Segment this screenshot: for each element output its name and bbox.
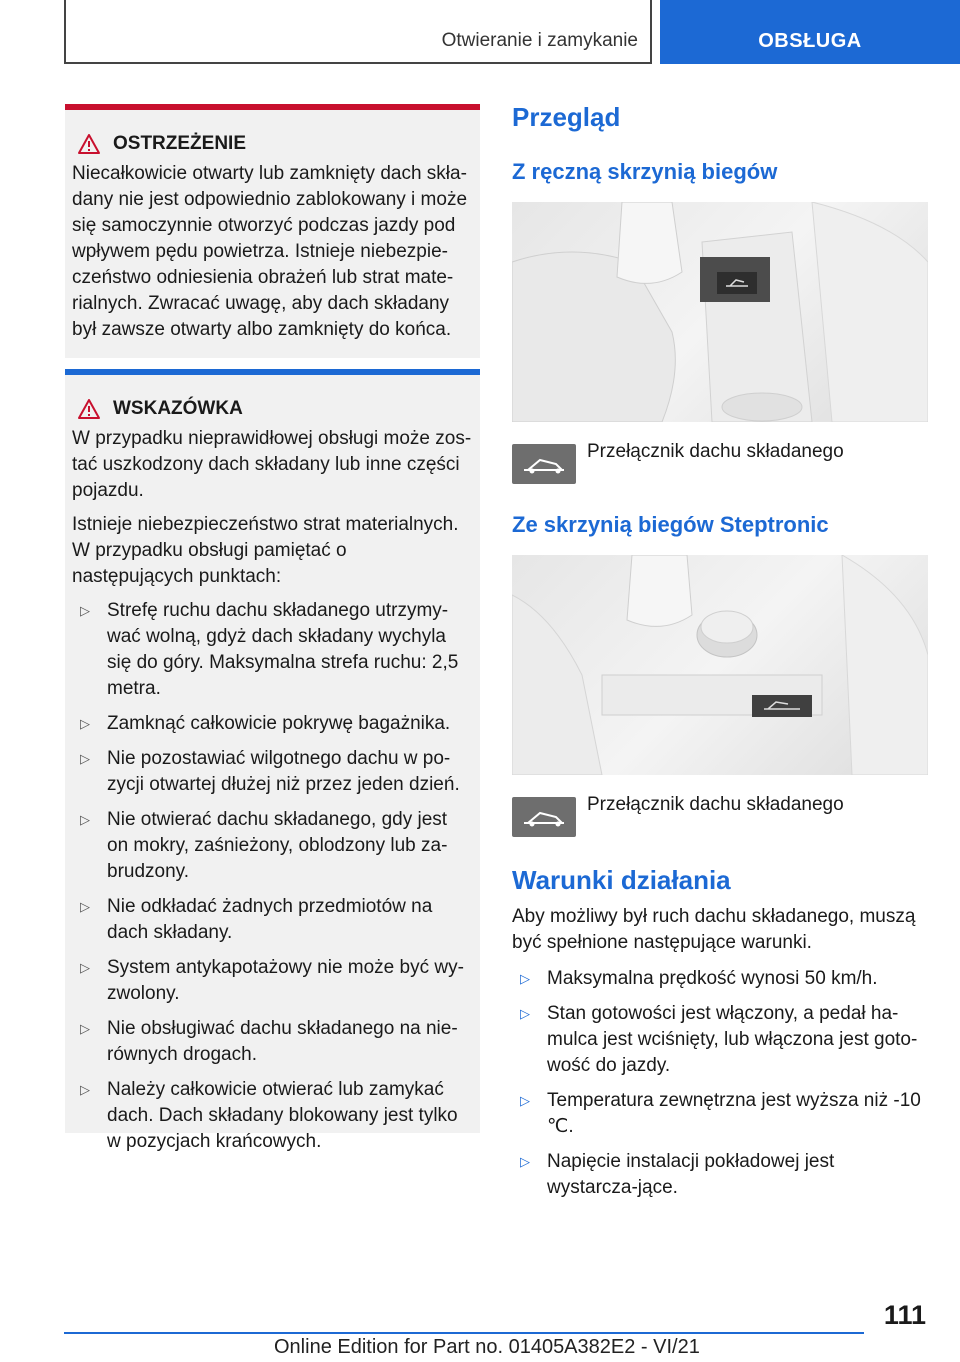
chapter-tab-label: OBSŁUGA	[758, 30, 862, 52]
triangle-right-outline-icon: ▷	[80, 899, 90, 914]
list-item	[72, 807, 472, 885]
list-item-text: Nie pozostawiać wilgotnego dachu w po-zycji otwartej dłużej niż przez jeden dzień.	[107, 748, 460, 795]
footer-edition: Online Edition for Part no. 01405A382E2 - VI/21	[274, 1336, 700, 1358]
list-item	[512, 1001, 928, 1079]
triangle-right-outline-icon: ▷	[520, 1093, 530, 1108]
overview-title: Przegląd	[512, 102, 621, 132]
convertible-roof-switch-icon	[512, 797, 576, 837]
list-item-text: Stan gotowości jest włączony, a pedał ha-mulca jest wciśnięty, lub włączona jest goto-wość do jazdy.	[547, 1003, 918, 1076]
chapter-tab[interactable]	[660, 0, 960, 64]
conditions-title: Warunki działania	[512, 865, 731, 895]
list-item-text: Nie obsługiwać dachu składanego na nie-równych drogach.	[107, 1018, 458, 1065]
section-title: Otwieranie i zamykanie	[441, 30, 638, 51]
list-item	[512, 966, 928, 992]
convertible-roof-switch-icon	[512, 444, 576, 484]
list-item-text: Temperatura zewnętrzna jest wyższa niż -10 ℃.	[547, 1090, 921, 1137]
warning-box	[65, 104, 480, 358]
footer-divider	[64, 1332, 864, 1334]
triangle-right-outline-icon: ▷	[80, 812, 90, 827]
list-item	[72, 598, 472, 702]
note-paragraph: W przypadku nieprawidłowej obsługi może zos-tać uszkodzony dach składany lub inne części pojazdu.	[72, 428, 472, 501]
manual-gearbox-heading: Z ręczną skrzynią biegów	[512, 159, 778, 184]
conditions-content	[512, 904, 928, 1210]
triangle-right-outline-icon: ▷	[80, 960, 90, 975]
center-console-illustration	[512, 202, 928, 422]
header-section	[64, 0, 652, 64]
manual-console-image	[512, 202, 928, 422]
warning-text: Niecałkowicie otwarty lub zamknięty dach skła-dany nie jest odpowiednio zablokowany i może się samoczynnie otworzyć podczas jazdy pod wpływem pędu powietrza. Istnieje niebezpie-czeństwo odniesienia obrażeń lub strat mate-rialnych. Zwracać uwagę, aby dach składany był zawsze otwarty albo zamknięty do końca.	[72, 163, 468, 340]
list-item	[72, 894, 472, 946]
warning-triangle-icon	[77, 133, 101, 155]
triangle-right-outline-icon: ▷	[520, 971, 530, 986]
warning-heading	[72, 131, 472, 157]
note-paragraph: Istnieje niebezpieczeństwo strat materialnych. W przypadku obsługi pamiętać o następujących punktach:	[72, 514, 459, 587]
warning-triangle-icon	[77, 398, 101, 420]
conditions-list	[512, 966, 928, 1201]
triangle-right-outline-icon: ▷	[80, 716, 90, 731]
conditions-intro: Aby możliwy był ruch dachu składanego, muszą być spełnione następujące warunki.	[512, 906, 916, 953]
list-item-text: Nie otwierać dachu składanego, gdy jest on mokry, zaśnieżony, oblodzony lub za-brudzony.	[107, 809, 448, 882]
page-number: 111	[883, 1300, 926, 1330]
note-heading	[72, 396, 472, 422]
note-list	[72, 598, 472, 1155]
triangle-right-outline-icon: ▷	[520, 1006, 530, 1021]
triangle-right-outline-icon: ▷	[520, 1154, 530, 1169]
note-title: WSKAZÓWKA	[113, 398, 243, 419]
list-item-text: Napięcie instalacji pokładowej jest wystarcza-jące.	[547, 1151, 835, 1198]
list-item	[512, 1149, 928, 1201]
triangle-right-outline-icon: ▷	[80, 751, 90, 766]
triangle-right-outline-icon: ▷	[80, 1082, 90, 1097]
list-item-text: Należy całkowicie otwierać lub zamykać dach. Dach składany blokowany jest tylko w pozycjach krańcowych.	[107, 1079, 458, 1152]
triangle-right-outline-icon: ▷	[80, 1021, 90, 1036]
steptronic-heading: Ze skrzynią biegów Steptronic	[512, 512, 829, 537]
list-item-text: Strefę ruchu dachu składanego utrzymy-wać wolną, gdyż dach składany wychyla się do góry. Maksymalna strefa ruchu: 2,5 metra.	[107, 600, 459, 699]
list-item	[72, 1016, 472, 1068]
manual-switch-caption: Przełącznik dachu składanego	[587, 441, 844, 462]
note-box	[65, 369, 480, 1152]
triangle-right-outline-icon: ▷	[80, 603, 90, 618]
list-item-text: Nie odkładać żadnych przedmiotów na dach składany.	[107, 896, 433, 943]
steptronic-console-image	[512, 555, 928, 775]
list-item-text: System antykapotażowy nie może być wy-zwolony.	[107, 957, 464, 1004]
list-item	[512, 1088, 928, 1140]
list-item	[72, 711, 472, 737]
list-item-text: Zamknąć całkowicie pokrywę bagażnika.	[107, 713, 451, 734]
list-item	[72, 746, 472, 798]
steptronic-switch-caption: Przełącznik dachu składanego	[587, 794, 844, 815]
list-item	[72, 955, 472, 1007]
warning-title: OSTRZEŻENIE	[113, 133, 247, 154]
list-item	[72, 1077, 472, 1155]
center-console-illustration	[512, 555, 928, 775]
list-item-text: Maksymalna prędkość wynosi 50 km/h.	[547, 968, 878, 989]
